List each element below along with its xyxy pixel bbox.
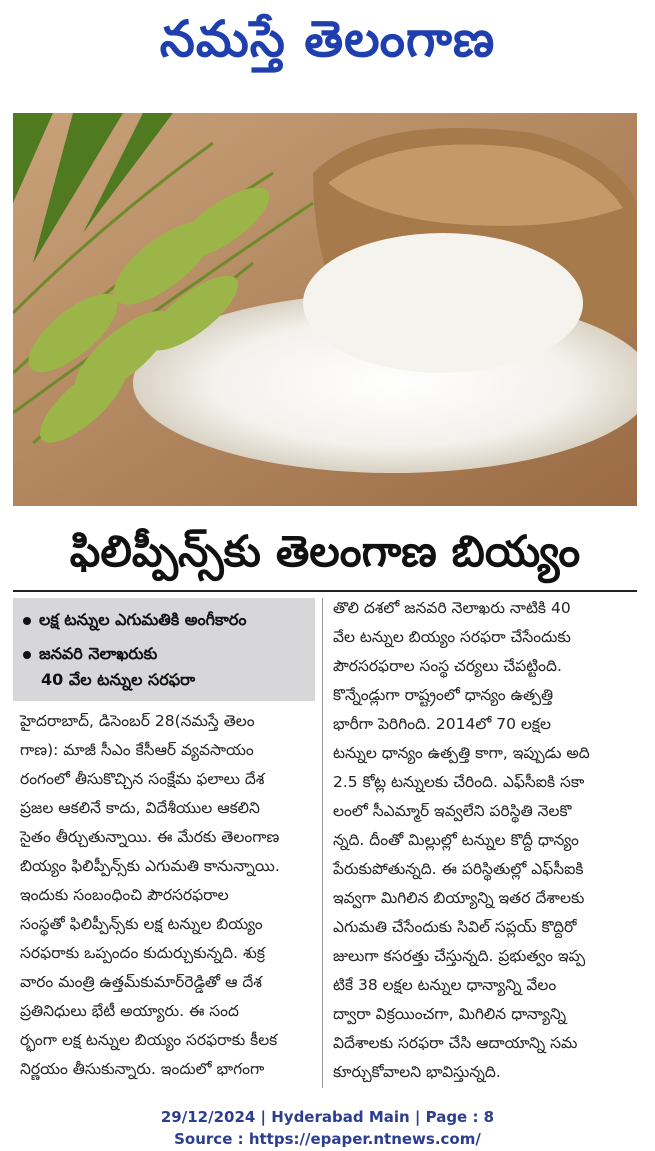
text-line: నిర్ణయం తీసుకున్నారు. ఇందులో భాగంగా: [20, 1060, 265, 1078]
text-line: వారం మంత్రి ఉత్తమ్‌కుమార్‌రెడ్డితో ఆ దేశ: [20, 973, 262, 991]
text-line: న్నది. దీంతో మిల్లుల్లో టన్నుల కొద్దీ ధాన్యం: [333, 831, 579, 849]
headline: ఫిలిప్పీన్స్‌కు తెలంగాణ బియ్యం: [69, 527, 581, 577]
text-line: ర్భంగా లక్ష టన్నుల బియ్యం సరఫరాకు కీలక: [20, 1031, 278, 1049]
text-line: బియ్యం ఫిలిప్పీన్స్‌కు ఎగుమతి కానున్నాయి.: [20, 857, 280, 875]
text-line: పేరుకుపోతున్నది. ఈ పరిస్థితుల్లో ఎఫ్‌సీఐకి: [333, 860, 584, 878]
text-line: ఇవ్వగా మిగిలిన బియ్యాన్ని ఇతర దేశాలకు: [333, 889, 585, 907]
highlight-text-2-cont: 40 వేల టన్నుల సరఫరా: [41, 670, 196, 689]
highlight-item-2: [23, 642, 157, 666]
highlight-text-2: జనవరి నెలాఖరుకు: [39, 644, 158, 663]
column-divider: [322, 598, 323, 1088]
article-column-left: [20, 707, 312, 1084]
text-line: టికే 38 లక్షల టన్నుల ధాన్యాన్ని వేలం: [333, 976, 557, 994]
text-line: 2.5 కోట్ల టన్నులకు చేరింది. ఎఫ్‌సీఐకి సకా: [333, 773, 585, 791]
footer-source-link[interactable]: Source : https://epaper.ntnews.com/: [174, 1130, 481, 1148]
text-line: కొన్నేండ్లుగా రాష్ట్రంలో ధాన్యం ఉత్పత్తి: [333, 686, 554, 704]
masthead-title: నమస్తే తెలంగాణ: [159, 9, 496, 68]
bullet-icon: [23, 617, 31, 625]
text-line: కూర్చుకోవాలని భావిస్తున్నది.: [333, 1063, 501, 1081]
highlight-item-1: [23, 608, 246, 632]
text-line: గాణ): మాజీ సీఎం కేసీఆర్‌ వ్యవసాయం: [20, 741, 254, 759]
rice-sack-photo: [13, 113, 637, 506]
text-line: ప్రజల ఆకలినే కాదు, విదేశీయుల ఆకలిని: [20, 799, 260, 817]
text-line: ద్వారా విక్రయించగా, మిగిలిన ధాన్యాన్ని: [333, 1005, 567, 1023]
text-line: జులుగా కసరత్తు చేస్తున్నది. ప్రభుత్వం ఇప్ప: [333, 947, 586, 965]
highlight-text-1: లక్ష టన్నుల ఎగుమతికి అంగీకారం: [39, 610, 247, 629]
text-line: పౌరసరఫరాల సంస్థ చర్యలు చేపట్టింది.: [333, 657, 562, 675]
article-column-right: [333, 594, 637, 1087]
text-line: భారీగా పెరిగింది. 2014లో 70 లక్షల: [333, 715, 551, 733]
headline-rule: [13, 590, 637, 592]
text-line: ప్రతినిధులు భేటీ అయ్యారు. ఈ సంద: [20, 1002, 239, 1020]
text-line: విదేశాలకు సరఫరా చేసి ఆదాయాన్ని సమ: [333, 1034, 578, 1052]
highlights-box: [13, 598, 315, 701]
footer-edition-info: 29/12/2024 | Hyderabad Main | Page : 8: [160, 1108, 495, 1126]
text-line: హైదరాబాద్‌, డిసెంబర్‌ 28(నమస్తే తెలం: [20, 712, 255, 730]
text-line: వేల టన్నుల బియ్యం సరఫరా చేసేందుకు: [333, 628, 571, 646]
text-line: లంలో సీఎమ్మార్‌ ఇవ్వలేని పరిస్థితి నెలకొ: [333, 802, 572, 820]
text-line: టన్నుల ధాన్యం ఉత్పత్తి కాగా, ఇప్పుడు అది: [333, 744, 590, 762]
text-line: ఇందుకు సంబంధించి పౌరసరఫరాల: [20, 886, 229, 904]
text-line: ఎగుమతి చేసేందుకు సివిల్‌ సప్లయ్‌ కొద్దిరో: [333, 918, 577, 936]
bullet-icon: [23, 651, 31, 659]
text-line: తొలి దశలో జనవరి నెలాఖరు నాటికి 40: [333, 599, 571, 617]
text-line: సంస్థతో ఫిలిప్పీన్స్‌కు లక్ష టన్నుల బియ్యం: [20, 915, 263, 933]
text-line: సైతం తీర్చుతున్నాయి. ఈ మేరకు తెలంగాణ: [20, 828, 280, 846]
text-line: రంగంలో తీసుకొచ్చిన సంక్షేమ ఫలాలు దేశ: [20, 770, 265, 788]
text-line: సరఫరాకు ఒప్పందం కుదుర్చుకున్నది. శుక్ర: [20, 944, 265, 962]
